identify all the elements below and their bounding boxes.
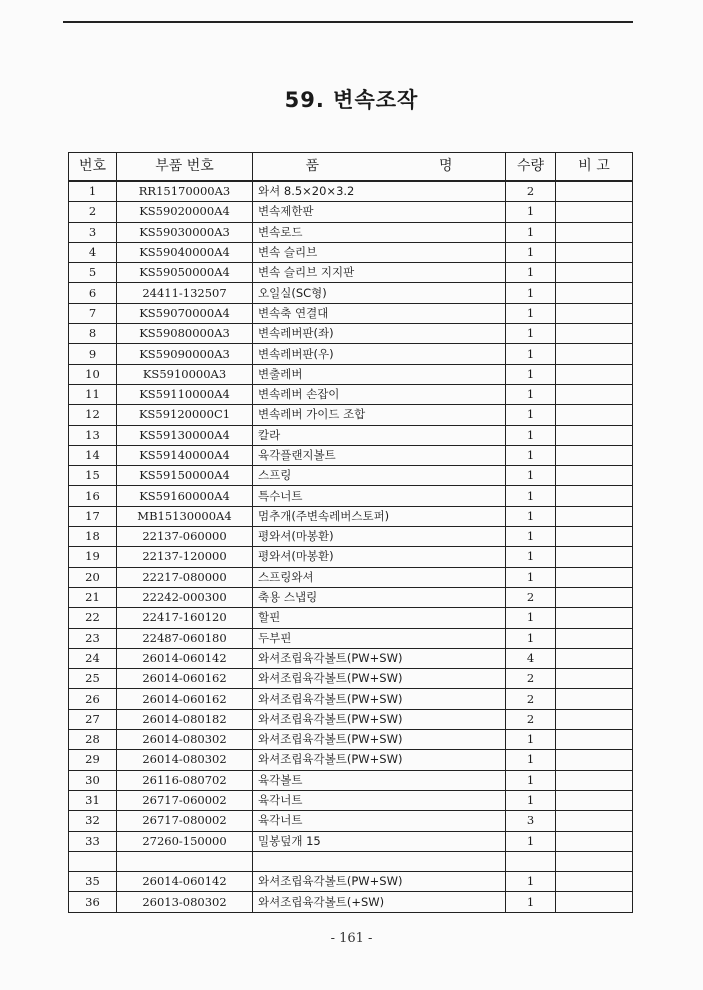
cell-name: 육각볼트 — [253, 770, 506, 790]
cell-part-number: KS59020000A4 — [117, 202, 253, 222]
table-row — [69, 222, 633, 242]
cell-no: 35 — [69, 872, 117, 892]
table-row — [69, 628, 633, 648]
cell-no: 6 — [69, 283, 117, 303]
cell-name: 육각너트 — [253, 811, 506, 831]
cell-quantity: 1 — [506, 547, 556, 567]
cell-no: 13 — [69, 425, 117, 445]
cell-remarks — [556, 831, 633, 851]
cell-remarks — [556, 709, 633, 729]
cell-remarks — [556, 263, 633, 283]
cell-no: 7 — [69, 303, 117, 323]
table-row — [69, 263, 633, 283]
cell-quantity: 1 — [506, 466, 556, 486]
cell-part-number: 22417-160120 — [117, 608, 253, 628]
cell-part-number: KS59130000A4 — [117, 425, 253, 445]
cell-name: 변속축 연결대 — [253, 303, 506, 323]
cell-quantity: 1 — [506, 364, 556, 384]
cell-part-number: 22487-060180 — [117, 628, 253, 648]
table-row — [69, 303, 633, 323]
cell-no: 26 — [69, 689, 117, 709]
cell-remarks — [556, 790, 633, 810]
table-row — [69, 831, 633, 851]
cell-part-number: MB15130000A4 — [117, 506, 253, 526]
cell-name: 밀봉덮개 15 — [253, 831, 506, 851]
cell-remarks — [556, 303, 633, 323]
cell-remarks — [556, 222, 633, 242]
header-name-right: 명 — [439, 158, 453, 174]
cell-quantity: 1 — [506, 445, 556, 465]
cell-remarks — [556, 344, 633, 364]
cell-quantity: 1 — [506, 222, 556, 242]
cell-no: 23 — [69, 628, 117, 648]
table-row — [69, 527, 633, 547]
cell-name: 변속레버 가이드 조합 — [253, 405, 506, 425]
cell-no: 24 — [69, 648, 117, 668]
cell-quantity: 1 — [506, 344, 556, 364]
cell-name: 육각플랜지볼트 — [253, 445, 506, 465]
cell-name: 와셔조립육각볼트(PW+SW) — [253, 730, 506, 750]
cell-name: 육각너트 — [253, 790, 506, 810]
page-title: 59. 변속조작 — [284, 88, 419, 112]
cell-part-number: KS59030000A3 — [117, 222, 253, 242]
parts-table — [68, 152, 633, 913]
cell-quantity: 1 — [506, 527, 556, 547]
table-row — [69, 770, 633, 790]
table-row — [69, 730, 633, 750]
cell-name: 변속 슬리브 지지판 — [253, 263, 506, 283]
cell-no: 15 — [69, 466, 117, 486]
table-row — [69, 466, 633, 486]
cell-part-number: KS59040000A4 — [117, 242, 253, 262]
cell-no: 33 — [69, 831, 117, 851]
cell-part-number: KS59110000A4 — [117, 384, 253, 404]
cell-no: 16 — [69, 486, 117, 506]
table-row — [69, 547, 633, 567]
table-header-row — [69, 153, 633, 182]
cell-name: 특수너트 — [253, 486, 506, 506]
cell-quantity: 1 — [506, 283, 556, 303]
cell-quantity: 1 — [506, 425, 556, 445]
cell-no: 29 — [69, 750, 117, 770]
cell-remarks — [556, 466, 633, 486]
cell-no: 19 — [69, 547, 117, 567]
cell-quantity: 2 — [506, 709, 556, 729]
cell-quantity: 1 — [506, 486, 556, 506]
cell-part-number: 26013-080302 — [117, 892, 253, 912]
cell-no: 17 — [69, 506, 117, 526]
cell-no: 30 — [69, 770, 117, 790]
cell-name: 할핀 — [253, 608, 506, 628]
table-row — [69, 648, 633, 668]
table-row — [69, 445, 633, 465]
cell-remarks — [556, 527, 633, 547]
cell-quantity: 1 — [506, 384, 556, 404]
cell-no: 10 — [69, 364, 117, 384]
cell-name: 스프링 — [253, 466, 506, 486]
cell-name: 변속로드 — [253, 222, 506, 242]
cell-quantity: 1 — [506, 608, 556, 628]
cell-no — [69, 851, 117, 871]
cell-part-number: 26717-060002 — [117, 790, 253, 810]
cell-quantity: 1 — [506, 506, 556, 526]
cell-remarks — [556, 628, 633, 648]
cell-part-number: 26014-060142 — [117, 872, 253, 892]
table-row — [69, 567, 633, 587]
cell-name: 축용 스냅링 — [253, 587, 506, 607]
cell-part-number: KS5910000A3 — [117, 364, 253, 384]
cell-part-number: 26116-080702 — [117, 770, 253, 790]
cell-no: 28 — [69, 730, 117, 750]
cell-quantity: 1 — [506, 831, 556, 851]
cell-remarks — [556, 384, 633, 404]
cell-part-number: 22137-060000 — [117, 527, 253, 547]
table-row — [69, 202, 633, 222]
cell-remarks — [556, 506, 633, 526]
cell-remarks — [556, 283, 633, 303]
cell-part-number: KS59140000A4 — [117, 445, 253, 465]
cell-part-number: KS59150000A4 — [117, 466, 253, 486]
cell-name: 와셔조립육각볼트(PW+SW) — [253, 669, 506, 689]
cell-name: 두부핀 — [253, 628, 506, 648]
cell-name: 칼라 — [253, 425, 506, 445]
cell-no: 32 — [69, 811, 117, 831]
table-row — [69, 364, 633, 384]
cell-remarks — [556, 486, 633, 506]
table-row — [69, 283, 633, 303]
cell-quantity: 1 — [506, 303, 556, 323]
cell-name: 와셔 8.5×20×3.2 — [253, 181, 506, 202]
cell-remarks — [556, 242, 633, 262]
table-row — [69, 587, 633, 607]
cell-no: 31 — [69, 790, 117, 810]
table-row — [69, 608, 633, 628]
cell-remarks — [556, 689, 633, 709]
cell-no: 12 — [69, 405, 117, 425]
cell-part-number: 26014-080302 — [117, 730, 253, 750]
cell-no: 36 — [69, 892, 117, 912]
cell-no: 3 — [69, 222, 117, 242]
table-row — [69, 851, 633, 871]
cell-remarks — [556, 324, 633, 344]
cell-quantity: 1 — [506, 770, 556, 790]
cell-no: 11 — [69, 384, 117, 404]
cell-quantity: 2 — [506, 181, 556, 202]
cell-name: 변속레버판(우) — [253, 344, 506, 364]
table-row — [69, 242, 633, 262]
cell-no: 8 — [69, 324, 117, 344]
table-row — [69, 384, 633, 404]
table-row — [69, 872, 633, 892]
cell-part-number: RR15170000A3 — [117, 181, 253, 202]
table-row — [69, 750, 633, 770]
cell-remarks — [556, 872, 633, 892]
cell-quantity: 2 — [506, 669, 556, 689]
table-row — [69, 892, 633, 912]
cell-name: 변출레버 — [253, 364, 506, 384]
header-remarks: 비 고 — [556, 153, 633, 182]
cell-remarks — [556, 811, 633, 831]
cell-no: 27 — [69, 709, 117, 729]
cell-part-number: KS59050000A4 — [117, 263, 253, 283]
cell-no: 22 — [69, 608, 117, 628]
cell-remarks — [556, 750, 633, 770]
table-row — [69, 344, 633, 364]
cell-remarks — [556, 364, 633, 384]
cell-name: 와셔조립육각볼트(PW+SW) — [253, 709, 506, 729]
cell-quantity: 4 — [506, 648, 556, 668]
cell-remarks — [556, 202, 633, 222]
cell-no: 5 — [69, 263, 117, 283]
cell-name: 평와셔(마봉환) — [253, 547, 506, 567]
cell-name — [253, 851, 506, 871]
cell-no: 18 — [69, 527, 117, 547]
table-row — [69, 405, 633, 425]
table-row — [69, 811, 633, 831]
table-row — [69, 181, 633, 202]
cell-quantity: 1 — [506, 405, 556, 425]
header-name-left: 품 — [305, 158, 319, 174]
cell-quantity: 1 — [506, 242, 556, 262]
cell-name: 평와셔(마봉환) — [253, 527, 506, 547]
cell-quantity: 1 — [506, 892, 556, 912]
cell-remarks — [556, 851, 633, 871]
header-no: 번호 — [69, 153, 117, 182]
cell-part-number: KS59090000A3 — [117, 344, 253, 364]
table-row — [69, 669, 633, 689]
cell-quantity: 3 — [506, 811, 556, 831]
cell-part-number — [117, 851, 253, 871]
cell-remarks — [556, 181, 633, 202]
page-number: - 161 - — [330, 931, 373, 946]
cell-name: 변속제한판 — [253, 202, 506, 222]
cell-quantity: 1 — [506, 730, 556, 750]
header-part-number: 부품 번호 — [117, 153, 253, 182]
cell-part-number: 22242-000300 — [117, 587, 253, 607]
cell-part-number: 26014-060162 — [117, 669, 253, 689]
cell-quantity: 1 — [506, 750, 556, 770]
cell-remarks — [556, 405, 633, 425]
cell-no: 4 — [69, 242, 117, 262]
table-row — [69, 709, 633, 729]
cell-remarks — [556, 892, 633, 912]
cell-quantity: 1 — [506, 790, 556, 810]
cell-no: 14 — [69, 445, 117, 465]
cell-remarks — [556, 730, 633, 750]
cell-remarks — [556, 770, 633, 790]
cell-part-number: KS59160000A4 — [117, 486, 253, 506]
cell-part-number: 26717-080002 — [117, 811, 253, 831]
cell-name: 변속 슬리브 — [253, 242, 506, 262]
cell-part-number: 26014-060162 — [117, 689, 253, 709]
cell-name: 멈추개(주변속레버스토퍼) — [253, 506, 506, 526]
cell-quantity: 1 — [506, 872, 556, 892]
cell-part-number: KS59080000A3 — [117, 324, 253, 344]
table-row — [69, 324, 633, 344]
cell-remarks — [556, 669, 633, 689]
cell-name: 와셔조립육각볼트(PW+SW) — [253, 750, 506, 770]
cell-quantity: 2 — [506, 587, 556, 607]
cell-remarks — [556, 445, 633, 465]
cell-quantity: 1 — [506, 628, 556, 648]
cell-part-number: 26014-080302 — [117, 750, 253, 770]
cell-part-number: KS59120000C1 — [117, 405, 253, 425]
cell-quantity — [506, 851, 556, 871]
header-name — [253, 153, 506, 182]
cell-part-number: 26014-060142 — [117, 648, 253, 668]
table-row — [69, 506, 633, 526]
cell-name: 와셔조립육각볼트(PW+SW) — [253, 648, 506, 668]
cell-remarks — [556, 608, 633, 628]
cell-name: 와셔조립육각볼트(+SW) — [253, 892, 506, 912]
cell-name: 와셔조립육각볼트(PW+SW) — [253, 872, 506, 892]
cell-no: 25 — [69, 669, 117, 689]
cell-remarks — [556, 425, 633, 445]
cell-remarks — [556, 567, 633, 587]
cell-part-number: KS59070000A4 — [117, 303, 253, 323]
cell-part-number: 26014-080182 — [117, 709, 253, 729]
table-row — [69, 790, 633, 810]
cell-quantity: 2 — [506, 689, 556, 709]
cell-name: 변속레버판(좌) — [253, 324, 506, 344]
cell-no: 2 — [69, 202, 117, 222]
cell-name: 스프링와셔 — [253, 567, 506, 587]
cell-quantity: 1 — [506, 567, 556, 587]
cell-quantity: 1 — [506, 263, 556, 283]
cell-part-number: 27260-150000 — [117, 831, 253, 851]
cell-part-number: 22217-080000 — [117, 567, 253, 587]
cell-remarks — [556, 648, 633, 668]
cell-no: 21 — [69, 587, 117, 607]
top-rule — [63, 21, 633, 23]
table-row — [69, 689, 633, 709]
cell-name: 변속레버 손잡이 — [253, 384, 506, 404]
cell-quantity: 1 — [506, 324, 556, 344]
cell-remarks — [556, 587, 633, 607]
cell-remarks — [556, 547, 633, 567]
cell-no: 20 — [69, 567, 117, 587]
cell-no: 9 — [69, 344, 117, 364]
cell-name: 오일실(SC형) — [253, 283, 506, 303]
cell-quantity: 1 — [506, 202, 556, 222]
cell-no: 1 — [69, 181, 117, 202]
table-row — [69, 486, 633, 506]
cell-name: 와셔조립육각볼트(PW+SW) — [253, 689, 506, 709]
table-row — [69, 425, 633, 445]
cell-part-number: 22137-120000 — [117, 547, 253, 567]
cell-part-number: 24411-132507 — [117, 283, 253, 303]
header-quantity: 수량 — [506, 153, 556, 182]
